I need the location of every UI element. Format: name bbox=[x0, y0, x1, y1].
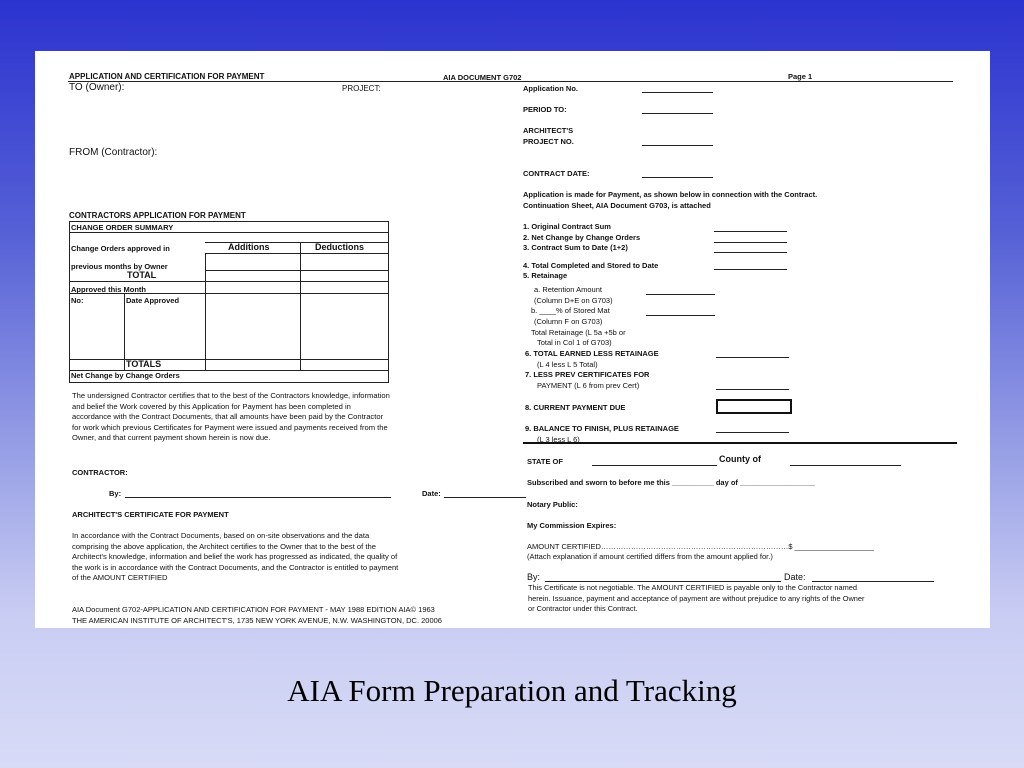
non-negotiable-notice: This Certificate is not negotiable. The AMOUNT CERTIFIED is payable only to the Contractor named herein. Issuance, payment and acceptance of payment are without prejudice to any rights of the Owner or Contractor under this Contract. bbox=[528, 583, 865, 613]
signature-line[interactable] bbox=[125, 497, 391, 498]
totals-label: TOTALS bbox=[126, 359, 162, 369]
item-6-line[interactable] bbox=[716, 357, 789, 358]
total-retainage-label-2: Total in Col 1 of G703) bbox=[537, 338, 612, 347]
table-rule bbox=[205, 253, 206, 370]
item-5a-line[interactable] bbox=[646, 294, 715, 295]
deductions-header: Deductions bbox=[315, 242, 365, 252]
table-rule bbox=[205, 253, 388, 254]
commission-expires-label: My Commission Expires: bbox=[527, 521, 617, 530]
item-7-label-2: PAYMENT (L 6 from prev Cert) bbox=[537, 381, 640, 390]
item-4-label: 4. Total Completed and Stored to Date bbox=[523, 261, 659, 270]
architect-cert-title: ARCHITECT'S CERTIFICATE FOR PAYMENT bbox=[72, 510, 229, 519]
intro-line-2: Continuation Sheet, AIA Document G703, is attached bbox=[523, 201, 711, 210]
approved-prev-label-1: Change Orders approved in bbox=[71, 244, 170, 253]
table-rule bbox=[69, 232, 388, 233]
architect-signature-line[interactable] bbox=[545, 581, 781, 582]
item-6-label-2: (L 4 less L 5 Total) bbox=[537, 360, 598, 369]
project-label: PROJECT: bbox=[342, 84, 381, 93]
page-number: Page 1 bbox=[788, 72, 813, 81]
architect-date-line[interactable] bbox=[812, 581, 934, 582]
document-id: AIA DOCUMENT G702 bbox=[443, 73, 522, 82]
item-5a-label-2: (Column D+E on G703) bbox=[534, 296, 613, 305]
amount-certified-label: AMOUNT CERTIFIED…………………………………………………………………$ ___________________ bbox=[527, 542, 874, 551]
item-7-label-1: 7. LESS PREV CERTIFICATES FOR bbox=[525, 370, 650, 379]
project-no-line[interactable] bbox=[642, 145, 713, 146]
architects-label-1: ARCHITECT'S bbox=[523, 126, 574, 135]
footer-line-2: THE AMERICAN INSTITUTE OF ARCHITECT'S, 1735 NEW YORK AVENUE, N.W. WASHINGTON, DC. 20006 bbox=[72, 616, 442, 625]
notary-public-label: Notary Public: bbox=[527, 500, 578, 509]
item-2-label: 2. Net Change by Change Orders bbox=[523, 233, 641, 242]
item-5-label: 5. Retainage bbox=[523, 271, 568, 280]
contract-date-label: CONTRACT DATE: bbox=[523, 169, 590, 178]
intro-line-1: Application is made for Payment, as shown below in connection with the Contract. bbox=[523, 190, 818, 199]
footer-line-1: AIA Document G702-APPLICATION AND CERTIFICATION FOR PAYMENT - MAY 1988 EDITION AIA© 1963 bbox=[72, 605, 435, 614]
item-5b-label-1: b. ____% of Stored Mat bbox=[531, 306, 610, 315]
item-4-line[interactable] bbox=[714, 269, 787, 270]
item-3-line[interactable] bbox=[714, 252, 787, 253]
item-5b-line[interactable] bbox=[646, 315, 715, 316]
item-9-label-1: 9. BALANCE TO FINISH, PLUS RETAINAGE bbox=[525, 424, 679, 433]
section-divider bbox=[523, 442, 957, 444]
change-order-summary-title: CHANGE ORDER SUMMARY bbox=[71, 223, 174, 232]
table-rule bbox=[69, 359, 388, 360]
state-of-label: STATE OF bbox=[527, 457, 563, 466]
contractors-application-title: CONTRACTORS APPLICATION FOR PAYMENT bbox=[69, 211, 246, 220]
item-5b-label-2: (Column F on G703) bbox=[534, 317, 603, 326]
total-retainage-label-1: Total Retainage (L 5a +5b or bbox=[531, 328, 626, 337]
header-rule bbox=[68, 81, 953, 82]
architect-date-label: Date: bbox=[784, 572, 806, 582]
item-7-line[interactable] bbox=[716, 389, 789, 390]
net-change-label: Net Change by Change Orders bbox=[71, 371, 180, 380]
county-of-label: County of bbox=[719, 454, 761, 464]
architect-certification-text: In accordance with the Contract Documents, based on on-site observations and the data comprising the above application, the Architect certifies to the Owner that to the best of the Architect's knowledge, information and belief the work has progressed as indicated, the quality of the work is in accordance with the Contract Documents, and the Contractor is entitled to payment of the AMOUNT CERTIFIED bbox=[72, 531, 399, 582]
contractor-certification-text: The undersigned Contractor certifies that to the best of the Contractors knowledge, information and belief the Work covered by this Application for Payment has been completed in accordance with the Contract Documents, that all amounts have been paid by the Contractor for work which previous Certificates for Payment were issued and payments received from the Owner, and that current payment shown herein is now due. bbox=[72, 391, 390, 442]
table-rule bbox=[69, 281, 388, 282]
table-rule bbox=[69, 293, 388, 294]
approved-prev-label-2: previous months by Owner bbox=[71, 262, 168, 271]
item-9-label-2: (L 3 less L 6) bbox=[537, 435, 580, 444]
item-1-label: 1. Original Contract Sum bbox=[523, 222, 611, 231]
item-5a-label-1: a. Retention Amount bbox=[534, 285, 602, 294]
date-label: Date: bbox=[422, 489, 441, 498]
approved-this-month-label: Approved this Month bbox=[71, 285, 146, 294]
application-no-line[interactable] bbox=[642, 92, 713, 93]
form-document bbox=[35, 51, 990, 628]
architect-by-label: By: bbox=[527, 572, 541, 582]
no-label: No: bbox=[71, 296, 84, 305]
architects-label-2: PROJECT NO. bbox=[523, 137, 574, 146]
slide-caption: AIA Form Preparation and Tracking bbox=[287, 673, 737, 708]
from-contractor-label: FROM (Contractor): bbox=[69, 147, 158, 158]
total-label: TOTAL bbox=[127, 270, 157, 280]
period-to-line[interactable] bbox=[642, 113, 713, 114]
form-title: APPLICATION AND CERTIFICATION FOR PAYMENT bbox=[69, 72, 265, 81]
contractor-label: CONTRACTOR: bbox=[72, 468, 128, 477]
contract-date-line[interactable] bbox=[642, 177, 713, 178]
item-2-line[interactable] bbox=[714, 242, 787, 243]
item-3-label: 3. Contract Sum to Date (1+2) bbox=[523, 243, 628, 252]
current-payment-due-box[interactable] bbox=[716, 399, 792, 414]
date-line[interactable] bbox=[444, 497, 526, 498]
attach-explanation-label: (Attach explanation if amount certified differs from the amount applied for.) bbox=[527, 552, 773, 561]
state-line[interactable] bbox=[592, 465, 717, 466]
item-1-line[interactable] bbox=[714, 231, 787, 232]
date-approved-label: Date Approved bbox=[126, 296, 180, 305]
county-line[interactable] bbox=[790, 465, 901, 466]
to-owner-label: TO (Owner): bbox=[69, 82, 125, 93]
item-6-label-1: 6. TOTAL EARNED LESS RETAINAGE bbox=[525, 349, 659, 358]
table-rule bbox=[300, 242, 301, 370]
subscribed-label: Subscribed and sworn to before me this __________ day of __________________ bbox=[527, 478, 816, 487]
item-8-label: 8. CURRENT PAYMENT DUE bbox=[525, 403, 626, 412]
application-no-label: Application No. bbox=[523, 84, 578, 93]
item-9-line[interactable] bbox=[716, 432, 789, 433]
by-label: By: bbox=[109, 489, 122, 498]
period-to-label: PERIOD TO: bbox=[523, 105, 567, 114]
additions-header: Additions bbox=[228, 242, 270, 252]
table-rule bbox=[205, 270, 388, 271]
